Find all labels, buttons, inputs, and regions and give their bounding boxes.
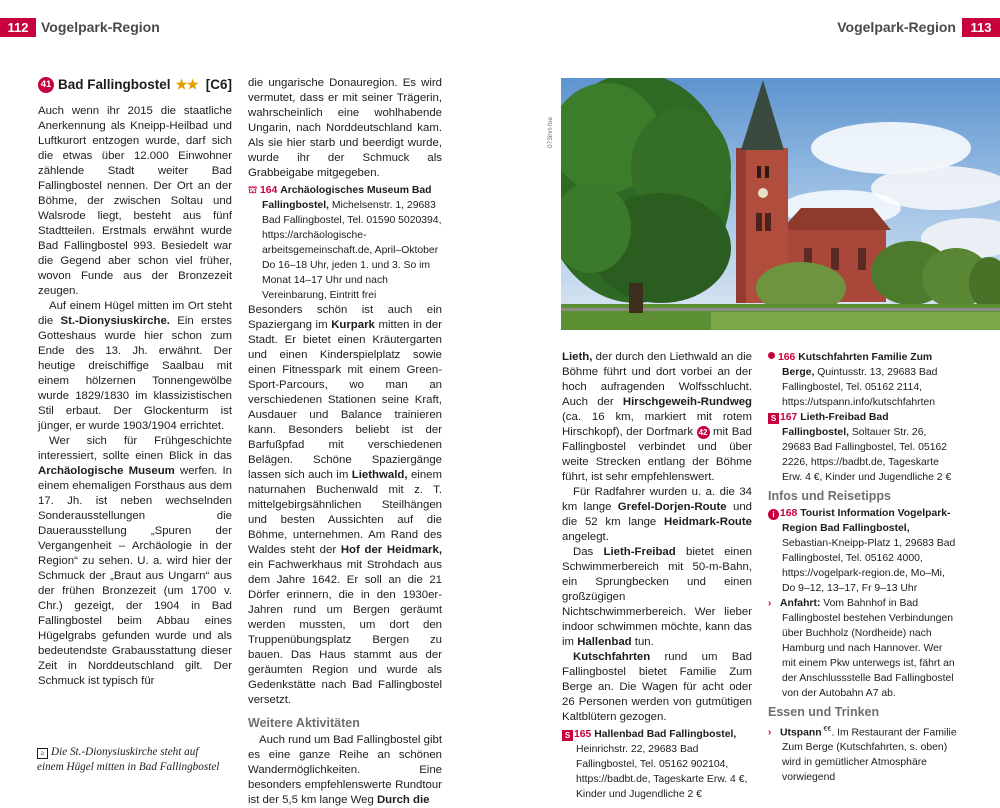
paragraph: Besonders schön ist auch ein Spaziergang im Kurpark mitten in der Stadt. Er bietet einen Kräutergarten und einen Kinderspielplatz sowie einen Fitnesspark mit einem Green-Sport-Parcours, wo man an verschiedenen Stationen seine Kraft, Ausdauer und Balance trainieren kann. Besonders beliebt ist der Barfußpfad mit verschiedenen Belägen. Schöne Spaziergänge lassen sich auch im Liethwald, einem naturnahen Buchenwald mit z. T. mittelgebirgsähnlichen Steilhängen und besten Aussichten auf die Böhme, unternehmen. Am Rand des Waldes steht der Hof der Heidmark, ein Fachwerkhaus mit Strohdach aus dem Jahre 1642. Er soll an die 21 Dörfer erinnern, die in den 1930er-Jahren rund um Bergen geräumt werden mussten, um dort den Truppenübungsplatz Bergen zu bauen. Das Haus stammt aus der geräumten Region und wurde als Gedenkstätte nach Bad Fallingbostel versetzt. <box>248 304 443 706</box>
poi-entry-166: 166 Kutschfahrten Familie Zum Berge, Quintusstr. 13, 29683 Bad Fallingbostel, Tel. 05162 2114, https://utspann.info/kutschfahrten <box>768 350 958 410</box>
poi-entry-168: i 168 Tourist Information Vogelpark-Region Bad Fallingbostel, Sebastian-Kneipp-Platz 1, 29683 Bad Fallingbostel, Tel. 05162 4000, https://vogelpark-region.de, Mo–Mi, Do 9–12, 13–17, Fr 9–13 Uhr <box>768 506 958 596</box>
church-photo <box>561 78 1000 330</box>
paragraph: Auch wenn ihr 2015 die staatliche Anerkennung als Kneipp-Heilbad und Luftkurort entzogen wurde, darf sich die etwas über 12.000 Einwohner zählende Stadt weiter Bad Fallingbostel nennen. Der Ort an der Böhme, der zwischen Soltau und Walsrode liegt, besteht aus fünf Stadtteilen. Erstmals erwähnt wurde Bad Fallingbostel 993. Besiedelt war die Gegend aber schon viel früher, wovon Funde aus der Bronzezeit zeugen. <box>38 105 232 297</box>
restaurant-entry: › Utspann €€. Im Restaurant der Familie Zum Berge (Kutschfahrten, s. oben) wird in gemütlicher Atmosphäre vorwiegend <box>768 726 957 784</box>
carriage-icon <box>768 352 775 359</box>
right-running-title: Vogelpark-Region <box>837 19 956 35</box>
place-number-badge: 42 <box>697 426 710 439</box>
paragraph: Wer sich für Frühgeschichte interessiert, sollte einen Blick in das Archäologische Museum werfen. In einem ehemaligen Forsthaus aus dem 17. Jh. ist neben wechselnden Sonderausstellungen die Dauerausstellung „Spuren der Vergangenheit – Archäologie in der Region“ zu sehen. U. a. wird hier der Schmuck der „Braut aus Ungarn“ aus der frühen Bronzezeit (um 1700 v. Chr.) gezeigt, der 1904 in Bad Fallingbostel beim Abbau eines Hügelgrabs gefunden wurde und als bedeutendste Grabausstattung dieser Zeit in Norddeutschland gilt. Der Schmuck ist typisch für <box>38 435 232 687</box>
column-3 <box>562 350 752 802</box>
right-page-number: 113 <box>962 18 1000 37</box>
column-1 <box>38 76 232 689</box>
paragraph: Das Lieth-Freibad bietet einen Schwimmerbereich mit 50-m-Bahn, ein Sprungbecken und einen großzügigen Nichtschwimmerbereich. Wer lieber indoor schwimmen möchte, kann das im Hallenbad tun. <box>562 546 752 648</box>
paragraph: Auf einem Hügel mitten im Ort steht die St.-Dionysiuskirche. Ein erstes Gotteshaus wurde hier schon zum Ende des 13. Jh. erwähnt. Der heutige dreischiffige Saalbau mit einem hölzernen Tonnengewölbe wurde 1829/1830 im klassizistischen Stil erbaut. Der Glockenturm ist jünger, er wurde 1903/1904 errichtet. <box>38 300 232 432</box>
arrow-icon: › <box>768 727 772 739</box>
subheading-essen-und-trinken: Essen und Trinken <box>768 705 880 719</box>
left-running-title: Vogelpark-Region <box>41 19 160 35</box>
info-icon: i <box>768 509 779 520</box>
rating-stars: ★★ <box>175 77 198 92</box>
swimming-icon: S <box>562 730 573 741</box>
paragraph: Für Radfahrer wurden u. a. die 34 km lange Grefel-Dorjen-Route und die 52 km lange Heidmark-Route angelegt. <box>562 486 753 543</box>
left-page-number: 112 <box>0 18 36 37</box>
article-number-badge: 41 <box>38 77 54 93</box>
museum-icon: ⛫ <box>248 185 258 196</box>
paragraph: Auch rund um Bad Fallingbostel gibt es eine ganze Reihe an schönen Wandermöglichkeiten. Eine besonders empfehlenswerte Rundtour ist der 5,5 km lange Weg Durch die <box>248 734 442 806</box>
paragraph: Lieth, der durch den Liethwald an die Böhme führt und dort vorbei an der hoch aufragenden Wolfsschlucht. Auch der Hirschgeweih-Rundweg (ca. 16 km, markiert mit rotem Hirschkopf), der Dorfmark 42 mit Bad Fallingbostel verbindet und über weite Strecken entlang der Böhme führt, ist sehr empfehlenswert. <box>562 351 752 483</box>
article-title: Bad Fallingbostel <box>58 77 171 92</box>
swimming-icon: S <box>768 413 779 424</box>
article-heading <box>38 76 232 94</box>
column-2 <box>248 76 442 808</box>
caption-arrow-icon: ≥ <box>37 748 48 759</box>
map-grid-reference: [C6] <box>205 77 232 92</box>
photo-credit: 073ihrt-foe <box>547 116 554 148</box>
subheading-weitere-aktivitaeten: Weitere Aktivitäten <box>248 716 360 730</box>
paragraph: Kutschfahrten rund um Bad Fallingbostel bietet Familie Zum Berge an. Die Wagen für acht oder 26 Personen werden von gutmütigen Kaltblütern gezogen. <box>562 651 752 723</box>
column-4 <box>768 350 958 785</box>
paragraph: die ungarische Donauregion. Es wird vermutet, dass er mit seiner Trägerin, wahrscheinlich eine wohlhabende Ungarin, nach Norddeutschland kam. Als sie hier starb und beerdigt wurde, wurde ihr der Schmuck als Grabbeigabe mitgegeben. <box>248 77 442 179</box>
subheading-infos-und-reisetipps: Infos und Reisetipps <box>768 489 891 503</box>
anfahrt-entry: › Anfahrt: Vom Bahnhof in Bad Fallingbostel bestehen Verbindungen über Buchholz (Nordheide) nach Hamburg und nach Hannover. Wer mit einem Pkw unterwegs ist, fährt an der Anschlussstelle Bad Fallingbostel von der Autobahn A7 ab. <box>768 598 955 699</box>
poi-entry-167: S 167 Lieth-Freibad Bad Fallingbostel, Soltauer Str. 26, 29683 Bad Fallingbostel, Tel. 05162 2226, https://badbt.de, Tageskarte Erw. 4 €, Kinder und Jugendliche 2 € <box>768 410 958 485</box>
photo-caption: ≥ Die St.-Dionysiuskirche steht auf einem Hügel mitten in Bad Fallingbostel <box>37 746 220 773</box>
poi-entry-165: S 165 Hallenbad Bad Fallingbostel, Heinrichstr. 22, 29683 Bad Fallingbostel, Tel. 05162 902104, https://badbt.de, Tageskarte Erw. 4 €, Kinder und Jugendliche 2 € <box>562 727 752 802</box>
poi-entry-164: ⛫ 164 Archäologisches Museum Bad Fallingbostel, Michelsenstr. 1, 29683 Bad Fallingbostel, Tel. 01590 5020394, https://archäologische-arbeitsgemeinschaft.de, April–Oktober Do 16–18 Uhr, jeden 1. und 3. So im Monat 14–17 Uhr und nach Vereinbarung, Eintritt frei <box>248 185 442 301</box>
arrow-icon: › <box>768 598 772 609</box>
